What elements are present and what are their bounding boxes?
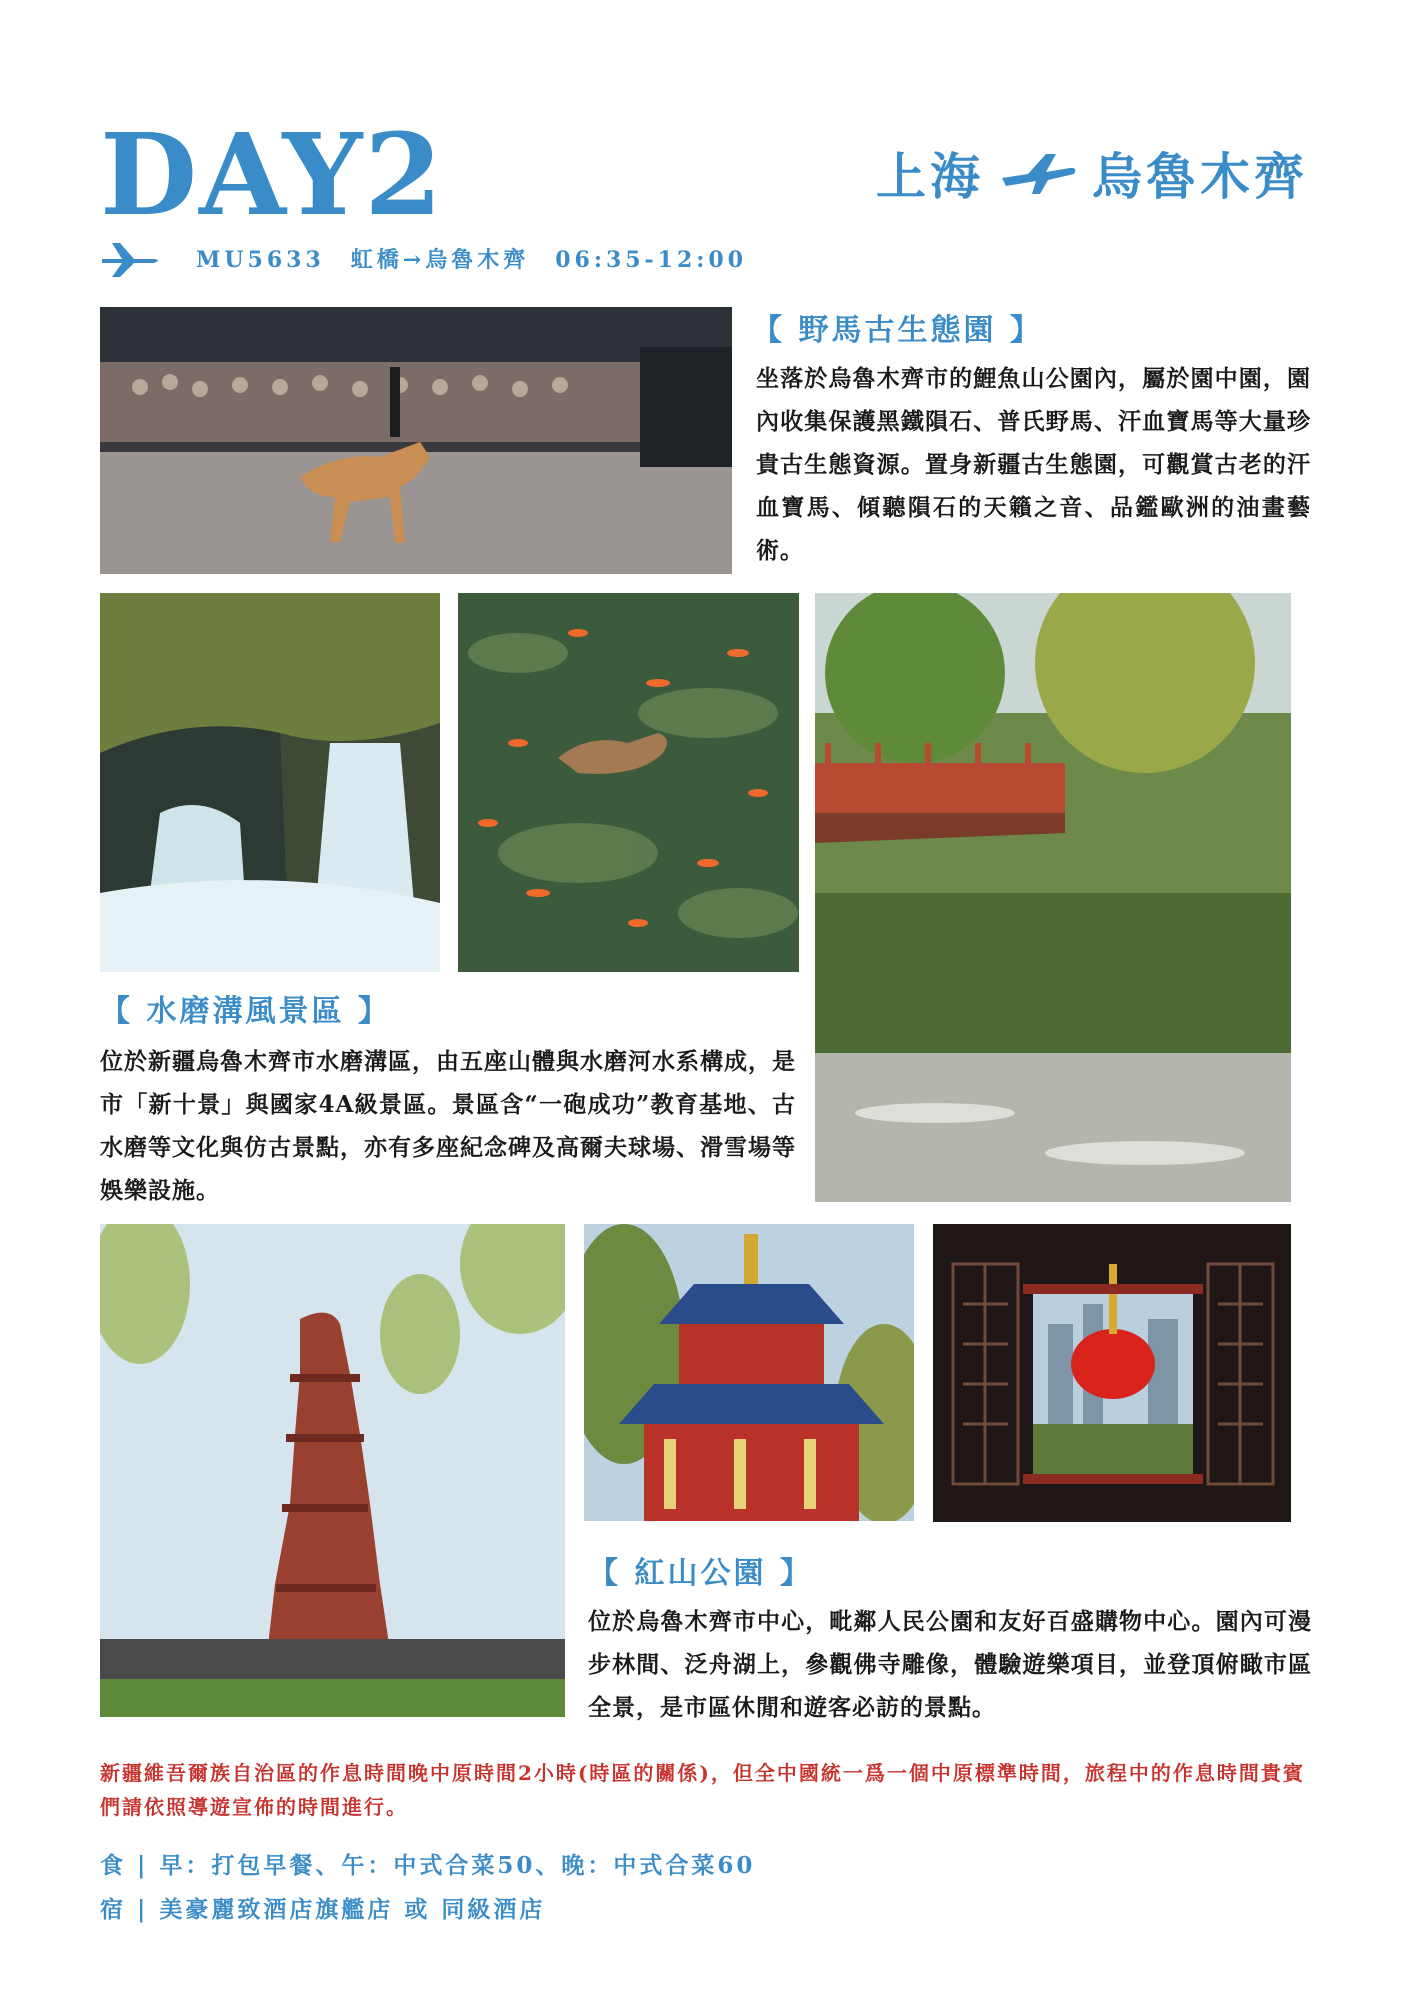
pond-photo	[458, 593, 799, 972]
route-from: 上海	[876, 147, 984, 206]
section-title-shuimogou: 【 水磨溝風景區 】	[100, 994, 391, 1029]
day-title: DAY2	[100, 110, 445, 241]
section-title-hongshan: 【 紅山公園 】	[588, 1556, 813, 1591]
section-title-wild-horse: 【 野馬古生態園 】	[752, 313, 1043, 348]
hotel-info: 宿 | 美豪麗致酒店旗艦店 或 同級酒店	[100, 1896, 546, 1923]
section-text-wild-horse: 坐落於烏魯木齊市的鯉魚山公園內，屬於園中園，園內收集保護黑鐵隕石、普氏野馬、汗血寶馬等大量珍貴古生態資源。置身新疆古生態園，可觀賞古老的汗血寶馬、傾聽隕石的天籟之音、品鑑歐洲的油畫藝術。	[756, 365, 1311, 564]
boardwalk-photo	[815, 593, 1291, 1202]
lantern-window-photo	[933, 1224, 1291, 1522]
time-zone-notice: 新疆維吾爾族自治區的作息時間晚中原時間2小時(時區的關係)，但全中國統一爲一個中原標準時間，旅程中的作息時間貴賓們請依照導遊宣佈的時間進行。	[100, 1761, 1305, 1819]
horse-photo	[100, 307, 732, 574]
airplane-icon	[100, 237, 162, 279]
route-to: 烏魯木齊	[1092, 147, 1308, 206]
waterfall-photo	[100, 593, 440, 972]
section-text-hongshan: 位於烏魯木齊市中心，毗鄰人民公園和友好百盛購物中心。園內可漫步林間、泛舟湖上，參觀佛寺雕像，體驗遊樂項目，並登頂俯瞰市區全景，是市區休閒和遊客必訪的景點。	[588, 1608, 1312, 1721]
section-text-shuimogou: 位於新疆烏魯木齊市水磨溝區，由五座山體與水磨河水系構成，是市「新十景」與國家4A級景區。景區含“一砲成功”教育基地、古水磨等文化與仿古景點，亦有多座紀念碑及高爾夫球場、滑雪場等娛樂設施。	[100, 1048, 796, 1204]
temple-photo	[584, 1224, 914, 1521]
flight-info-row	[100, 236, 747, 280]
meal-info: 食 | 早：打包早餐、午：中式合菜50、晚：中式合菜60	[100, 1852, 756, 1879]
airplane-icon	[998, 148, 1078, 198]
flight-info: MU5633 虹橋→烏魯木齊 06:35-12:00	[196, 246, 748, 273]
route-heading	[876, 138, 1308, 208]
pagoda-photo	[100, 1224, 565, 1717]
